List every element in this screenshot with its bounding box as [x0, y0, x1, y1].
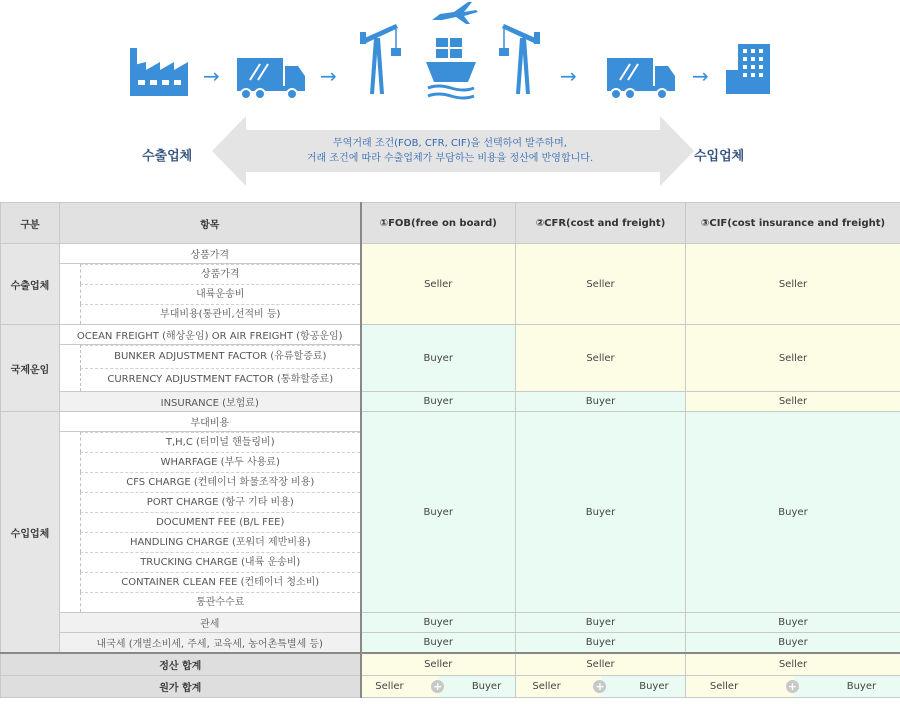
cell-cif: Buyer [686, 613, 900, 633]
flow-arrow-2: → [320, 64, 337, 88]
flow-arrow-3: → [560, 64, 577, 88]
sub-item: 상품가격 [60, 264, 361, 285]
category-freight: 국제운임 [1, 325, 60, 412]
item-tax: 내국세 (개별소비세, 주세, 교육세, 농어촌특별세 등) [60, 633, 361, 654]
plus-icon: + [595, 680, 605, 693]
flow-arrow-4: → [692, 64, 709, 88]
buyer-text: Buyer [639, 681, 669, 692]
cell-fob: Buyer [361, 392, 516, 412]
item-main: 상품가격 [60, 244, 361, 264]
cell-cif: Buyer [686, 412, 900, 613]
crane-icon [494, 18, 544, 94]
cell-fob: Buyer [361, 412, 516, 613]
header-fob: ①FOB(free on board) [361, 203, 516, 244]
cell-fob: Buyer [361, 325, 516, 392]
header-cif: ③CIF(cost insurance and freight) [686, 203, 900, 244]
cell-cfr: Buyer [516, 392, 686, 412]
exporter-label: 수출업체 [142, 149, 193, 164]
category-exporter: 수출업체 [1, 244, 60, 325]
table-row [1, 392, 900, 412]
band-line-2: 거래 조건에 따라 수출업체가 부담하는 비용을 정산에 반영합니다. [306, 153, 594, 164]
building-icon [724, 44, 772, 94]
flow-arrow-1: → [203, 64, 220, 88]
sub-item: BUNKER ADJUSTMENT FACTOR (유류할증료) [60, 345, 361, 369]
cell-cfr: Seller [516, 653, 686, 676]
header-cfr: ②CFR(cost and freight) [516, 203, 686, 244]
item-duty: 관세 [60, 613, 361, 633]
sub-item: 내륙운송비 [60, 284, 361, 304]
sub-item: 부대비용(통관비,선적비 등) [60, 304, 361, 325]
header-item: 항목 [60, 203, 361, 244]
sub-item: DOCUMENT FEE (B/L FEE) [60, 512, 361, 532]
factory-icon [128, 44, 188, 96]
sub-item: T,H,C (터미널 핸들링비) [60, 432, 361, 453]
cell-cif: Seller [686, 244, 900, 325]
item-insurance: INSURANCE (보험료) [60, 392, 361, 412]
cell-fob [361, 676, 516, 698]
sub-item: TRUCKING CHARGE (내륙 운송비) [60, 552, 361, 572]
cell-cif: Seller [686, 325, 900, 392]
item-main: OCEAN FREIGHT (해상운임) OR AIR FREIGHT (항공운임) [60, 325, 361, 345]
category-importer: 수입업체 [1, 412, 60, 654]
settlement-label: 정산 합계 [1, 653, 361, 676]
importer-label: 수입업체 [694, 149, 745, 164]
sub-item: HANDLING CHARGE (포워더 제반비용) [60, 532, 361, 552]
cell-cfr: Buyer [516, 412, 686, 613]
sub-item: CFS CHARGE (컨테이너 화물조작장 비용) [60, 472, 361, 492]
cell-cif [686, 676, 900, 698]
truck-icon [236, 56, 306, 100]
plus-icon: + [787, 680, 798, 693]
header-category: 구분 [1, 203, 60, 244]
table-row [1, 676, 900, 698]
cell-fob: Seller [361, 244, 516, 325]
sub-item: CONTAINER CLEAN FEE (컨테이너 청소비) [60, 572, 361, 592]
buyer-text: Buyer [846, 681, 877, 692]
cell-cfr: Seller [516, 325, 686, 392]
airplane-icon [430, 0, 480, 26]
seller-text: Seller [709, 681, 739, 692]
band-description [250, 136, 650, 166]
truck-icon [606, 56, 676, 100]
cell-fob: Buyer [361, 613, 516, 633]
sub-item: 통관수수료 [60, 592, 361, 613]
table-row [1, 412, 900, 432]
table-row [1, 633, 900, 654]
seller-text: Seller [375, 681, 404, 692]
plus-icon: + [433, 680, 443, 693]
trade-flow-diagram [0, 0, 900, 200]
table-header-row [1, 203, 900, 244]
cell-cfr: Buyer [516, 613, 686, 633]
ship-icon [424, 36, 478, 100]
cost-label: 원가 합계 [1, 676, 361, 698]
sub-item: WHARFAGE (부두 사용료) [60, 452, 361, 472]
cell-cif: Seller [686, 653, 900, 676]
sub-item: PORT CHARGE (항구 기타 비용) [60, 492, 361, 512]
cell-cfr: Seller [516, 244, 686, 325]
buyer-text: Buyer [471, 681, 502, 692]
seller-text: Seller [532, 681, 561, 692]
table-row [1, 653, 900, 676]
cell-fob: Seller [361, 653, 516, 676]
incoterms-cost-table [0, 202, 900, 698]
table-row [1, 613, 900, 633]
band-line-1: 무역거래 조건(FOB, CFR, CIF)을 선택하여 발주하며, [333, 138, 567, 149]
table-row [1, 244, 900, 264]
sub-item: CURRENCY ADJUSTMENT FACTOR (통화할증료) [60, 368, 361, 392]
cell-fob: Buyer [361, 633, 516, 654]
item-main: 부대비용 [60, 412, 361, 432]
cell-cfr [516, 676, 686, 698]
crane-icon [356, 18, 406, 94]
cell-cfr: Buyer [516, 633, 686, 654]
cell-cif: Buyer [686, 633, 900, 654]
table-row [1, 325, 900, 345]
cell-cif: Seller [686, 392, 900, 412]
